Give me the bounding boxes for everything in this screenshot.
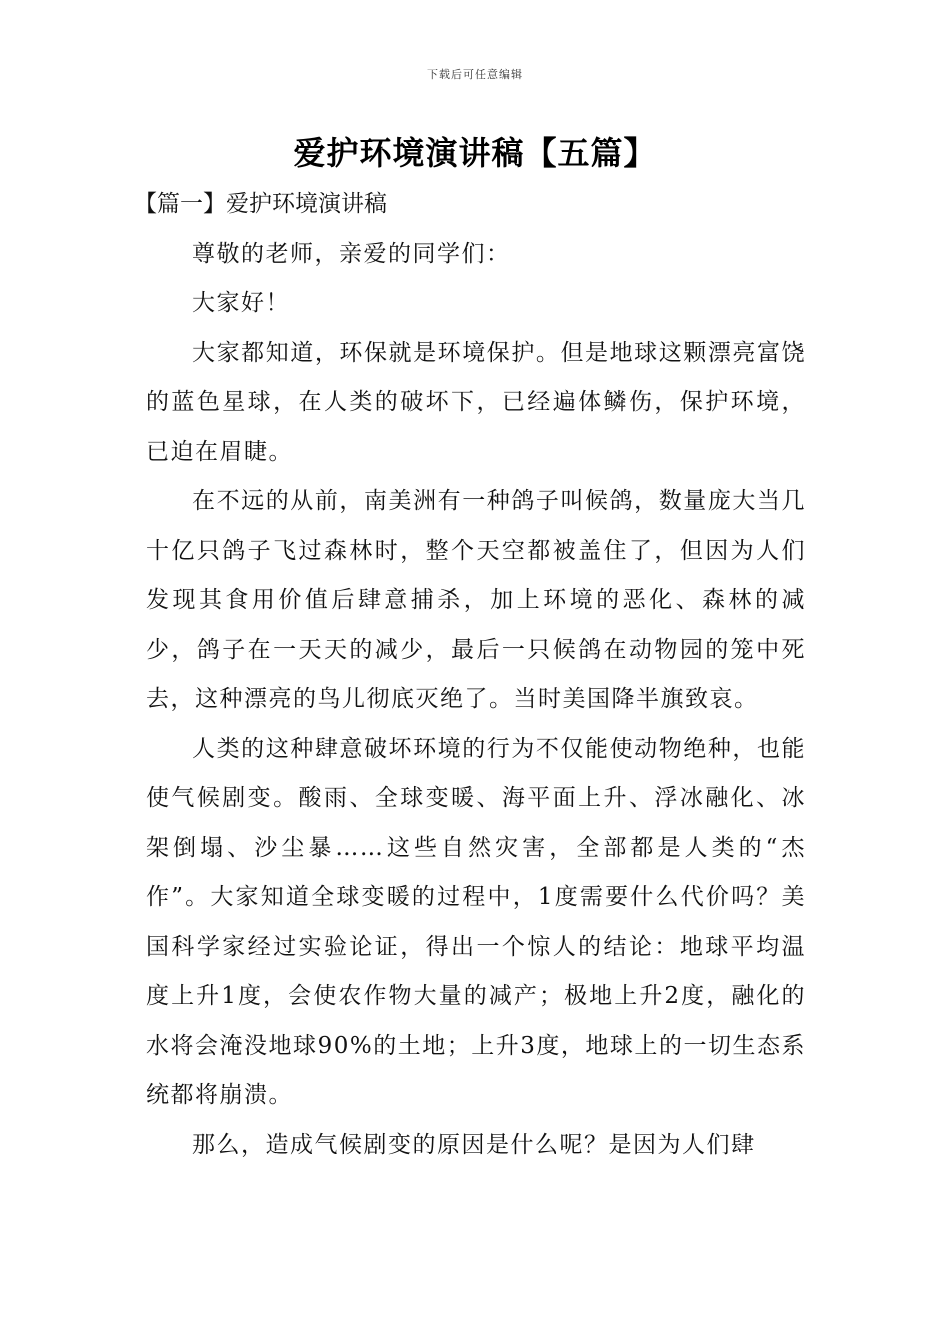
page-title: 爱护环境演讲稿【五篇】 <box>293 134 657 172</box>
paragraph-greeting: 尊敬的老师，亲爱的同学们： <box>192 240 511 267</box>
paragraph: 人类的这种肆意破坏环境的行为不仅能使动物绝种，也能使气候剧变。酸雨、全球变暖、海平面上升、浮冰融化、冰架倒塌、沙尘暴……这些自然灾害，全部都是人类的“杰作”。大家知道全球变暖的过程中，1度需要什么代价吗？美国科学家经过实验论证，得出一个惊人的结论：地球平均温度上升1度，会使农作物大量的减产；极地上升2度，融化的水将会淹没地球90%的土地；上升3度，地球上的一切生态系统都将崩溃。 <box>146 735 806 1108</box>
paragraph: 那么，造成气候剧变的原因是什么呢？是因为人们肆 <box>192 1131 756 1158</box>
section-heading: 【篇一】爱护环境演讲稿 <box>134 191 387 217</box>
paragraph-hello: 大家好！ <box>192 290 290 316</box>
paragraph: 大家都知道，环保就是环境保护。但是地球这颗漂亮富饶的蓝色星球，在人类的破坏下，已经遍体鳞伤，保护环境，已迫在眉睫。 <box>146 339 806 465</box>
document-body <box>134 180 806 1170</box>
paragraph: 在不远的从前，南美洲有一种鸽子叫候鸽，数量庞大当几十亿只鸽子飞过森林时，整个天空都被盖住了，但因为人们发现其食用价值后肆意捕杀，加上环境的恶化、森林的减少，鸽子在一天天的减少，最后一只候鸽在动物园的笼中死去，这种漂亮的鸟儿彻底灭绝了。当时美国降半旗致哀。 <box>146 488 806 712</box>
header-note: 下载后可任意编辑 <box>427 68 523 81</box>
